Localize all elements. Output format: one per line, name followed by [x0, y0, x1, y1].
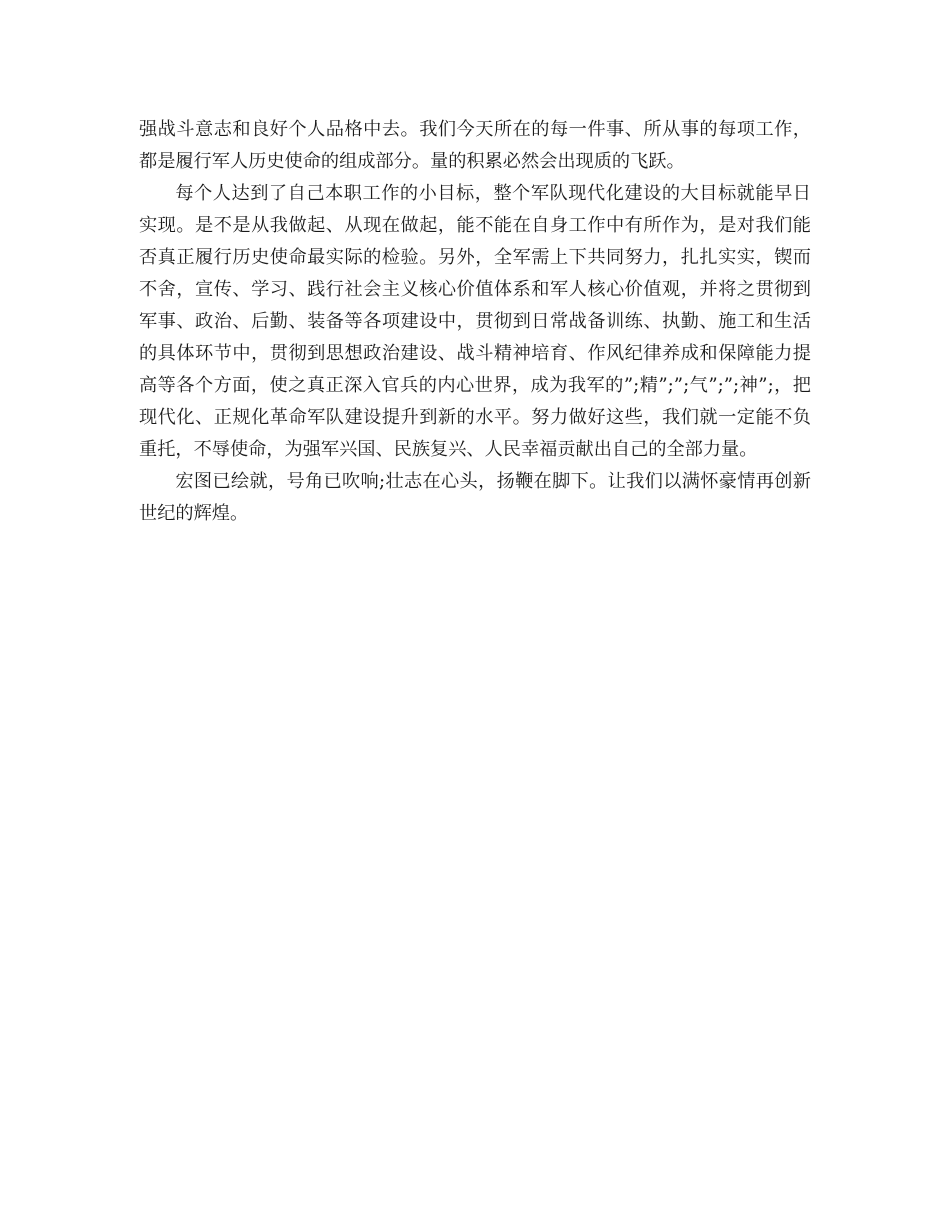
document-body	[139, 114, 811, 530]
paragraph-goals: 每个人达到了自己本职工作的小目标，整个军队现代化建设的大目标就能早日实现。是不是从我做起、从现在做起，能不能在自身工作中有所作为，是对我们能否真正履行历史使命最实际的检验。另外，全军需上下共同努力，扎扎实实，锲而不舍，宣传、学习、践行社会主义核心价值体系和军人核心价值观，并将之贯彻到军事、政治、后勤、装备等各项建设中，贯彻到日常战备训练、执勤、施工和生活的具体环节中，贯彻到思想政治建设、战斗精神培育、作风纪律养成和保障能力提高等各个方面，使之真正深入官兵的内心世界，成为我军的”;精”;”;气”;”;神”;，把现代化、正规化革命军队建设提升到新的水平。努力做好这些，我们就一定能不负重托，不辱使命，为强军兴国、民族复兴、人民幸福贡献出自己的全部力量。	[139, 183, 811, 460]
paragraph-continuation: 强战斗意志和良好个人品格中去。我们今天所在的每一件事、所从事的每项工作，都是履行军人历史使命的组成部分。量的积累必然会出现质的飞跃。	[139, 119, 811, 172]
paragraph-closing: 宏图已绘就，号角已吹响;壮志在心头，扬鞭在脚下。让我们以满怀豪情再创新世纪的辉煌。	[139, 471, 811, 524]
